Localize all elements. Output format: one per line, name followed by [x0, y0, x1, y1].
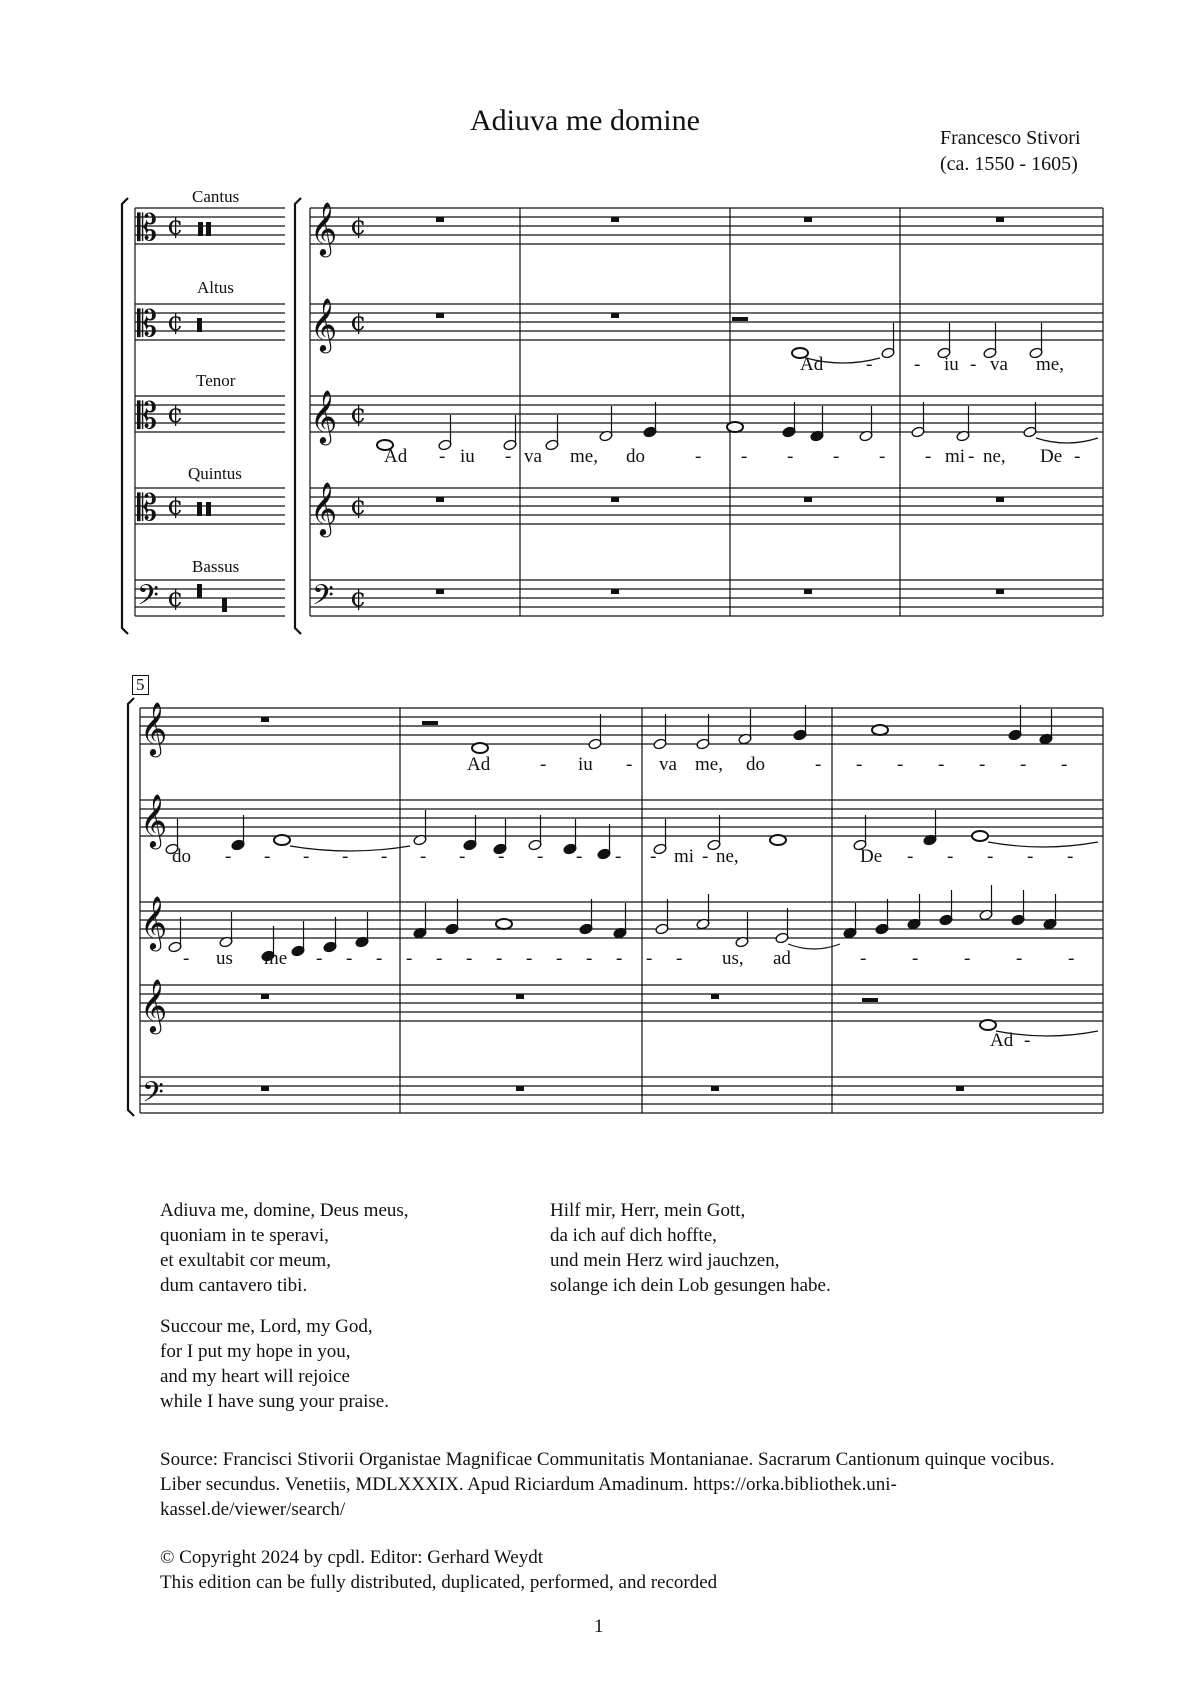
lyric-syllable: -: [540, 754, 547, 775]
whole-rest: [261, 1086, 269, 1091]
lyric-syllable: -: [439, 446, 446, 467]
note: [1039, 709, 1053, 745]
lyric-syllable: -: [979, 754, 986, 775]
german-text: Hilf mir, Herr, mein Gott, da ich auf dich hoffte, und mein Herz wird jauchzen, solange ich dein Lob gesungen habe.: [550, 1200, 831, 1296]
voice-label-quintus: Quintus: [188, 464, 242, 483]
lyric-syllable: va: [659, 754, 677, 775]
lyric-syllable: -: [537, 846, 544, 867]
lyric-syllable: -: [856, 754, 863, 775]
lyric-syllable: -: [907, 846, 914, 867]
lyric-syllable: -: [925, 446, 932, 467]
whole-rest: [261, 994, 269, 999]
lyric-syllable: -: [1016, 948, 1023, 969]
lyric-syllable: me,: [1036, 354, 1064, 375]
whole-note: [980, 1020, 996, 1030]
whole-note: [727, 422, 743, 432]
lyric-syllable: -: [968, 446, 975, 467]
c-clef-icon: 𝄡: [137, 304, 158, 345]
lyric-syllable: -: [420, 846, 427, 867]
lyric-syllable: -: [466, 948, 473, 969]
note: [613, 903, 627, 939]
breve-icon: [197, 318, 202, 332]
lyric-syllable: -: [576, 846, 583, 867]
staff: [310, 304, 1103, 340]
breve-icon: [197, 502, 202, 516]
whole-rest: [436, 217, 444, 222]
staff: [140, 1077, 1103, 1113]
note: [1008, 705, 1022, 741]
note: [445, 899, 459, 935]
note: [696, 714, 710, 750]
lyric-syllable: -: [879, 446, 886, 467]
staff: [140, 985, 1103, 1021]
note: [1023, 402, 1037, 438]
note: [956, 406, 970, 442]
lyric-syllable: -: [626, 754, 633, 775]
lyric-syllable: De: [1040, 446, 1063, 467]
lyric-syllable: -: [316, 948, 323, 969]
breve-icon: [206, 502, 211, 516]
lyric-syllable: -: [650, 846, 657, 867]
whole-rest: [261, 717, 269, 722]
treble-clef-icon: 𝄞: [140, 895, 168, 949]
note: [775, 908, 789, 944]
whole-rest: [516, 1086, 524, 1091]
note: [323, 917, 337, 953]
whole-rest: [711, 994, 719, 999]
lyric-syllable: -: [225, 846, 232, 867]
whole-rest: [996, 217, 1004, 222]
lyric-syllable: iu: [460, 446, 475, 467]
lyric-syllable: -: [496, 948, 503, 969]
treble-clef-icon: 𝄞: [140, 701, 168, 755]
lyric-syllable: Ad: [467, 754, 491, 775]
note: [643, 402, 657, 438]
note: [738, 709, 752, 745]
whole-rest: [804, 497, 812, 502]
page-title: Adiuva me domine: [470, 104, 700, 137]
license-line: This edition can be fully distributed, duplicated, performed, and recorded: [160, 1572, 718, 1593]
whole-rest: [611, 313, 619, 318]
cut-time-icon: ¢: [167, 211, 184, 241]
note: [1043, 894, 1057, 930]
lyric-syllable: -: [987, 846, 994, 867]
breve-icon: [197, 584, 202, 598]
system-bracket: [295, 198, 301, 634]
whole-rest: [956, 1086, 964, 1091]
lyric-syllable: me,: [695, 754, 723, 775]
whole-rest: [436, 497, 444, 502]
note: [923, 810, 937, 846]
lyric-syllable: -: [676, 948, 683, 969]
whole-rest: [711, 1086, 719, 1091]
english-text: Succour me, Lord, my God, for I put my hope in you, and my heart will rejoice while I have sung your praise.: [160, 1316, 389, 1412]
voice-label-bassus: Bassus: [192, 557, 240, 576]
lyric-syllable: -: [938, 754, 945, 775]
note: [979, 885, 993, 921]
lyric-syllable: -: [303, 846, 310, 867]
note: [782, 402, 796, 438]
cut-time-icon: ¢: [350, 399, 367, 429]
incipit-staff: [135, 396, 285, 432]
copyright-notice: [160, 1545, 717, 1595]
lyric-syllable: -: [970, 354, 977, 375]
lyric-syllable: ad: [773, 948, 791, 969]
system-bracket: [128, 698, 134, 1116]
breve-icon: [206, 222, 211, 236]
whole-note: [872, 725, 888, 735]
staff: [310, 488, 1103, 524]
note: [413, 810, 427, 846]
lyric-syllable: -: [1067, 846, 1074, 867]
treble-clef-icon: 𝄞: [310, 481, 338, 535]
lyric-syllable: -: [376, 948, 383, 969]
lyric-syllable: -: [964, 948, 971, 969]
staff: [140, 800, 1103, 836]
lyric-syllable: Ad: [384, 446, 408, 467]
whole-rest: [611, 589, 619, 594]
source-citation: Source: Francisci Stivorii Organistae Magnificae Communitatis Montanianae. Sacrarum Cantionum quinque vocibus. Liber secundus. Venetiis, MDLXXXIX. Apud Riciardum Amadinum. https://orka.bibliothek.uni-kassel.de/viewer/search/: [160, 1449, 1055, 1520]
note: [881, 323, 895, 359]
lyric-syllable: -: [914, 354, 921, 375]
notes: [137, 201, 1098, 1116]
lyric-syllable: iu: [578, 754, 593, 775]
whole-rest: [436, 589, 444, 594]
whole-rest: [516, 994, 524, 999]
lyric-syllable: ne,: [716, 846, 739, 867]
staff-lines: [122, 198, 1103, 1116]
note: [875, 899, 889, 935]
lyric-syllable: -: [346, 948, 353, 969]
lyric-syllable: -: [556, 948, 563, 969]
treble-clef-icon: 𝄞: [140, 978, 168, 1032]
cut-time-icon: ¢: [167, 491, 184, 521]
note: [735, 912, 749, 948]
note: [599, 406, 613, 442]
note: [793, 705, 807, 741]
lyric-syllable: do: [626, 446, 645, 467]
lyric-syllable: De: [860, 846, 883, 867]
note: [588, 714, 602, 750]
note: [355, 912, 369, 948]
treble-clef-icon: 𝄞: [310, 201, 338, 255]
bass-clef-icon: 𝄢: [312, 579, 334, 619]
note: [810, 406, 824, 442]
whole-rest: [611, 497, 619, 502]
lyric-syllable: -: [406, 948, 413, 969]
lyric-syllable: -: [381, 846, 388, 867]
lyric-syllable: do: [172, 846, 191, 867]
note: [907, 894, 921, 930]
lyric-syllable: -: [616, 948, 623, 969]
lyric-syllable: -: [459, 846, 466, 867]
half-rest: [732, 317, 748, 321]
whole-rest: [996, 497, 1004, 502]
lyric-syllable: -: [436, 948, 443, 969]
staff: [310, 580, 1103, 616]
lyric-syllable: -: [866, 354, 873, 375]
lyric-syllable: -: [1061, 754, 1068, 775]
bass-clef-icon: 𝄢: [142, 1076, 164, 1116]
lyric-syllable: -: [897, 754, 904, 775]
system-bracket: [122, 198, 128, 634]
lyric-syllable: mi: [945, 446, 966, 467]
half-rest: [422, 721, 438, 725]
treble-clef-icon: 𝄞: [140, 793, 168, 847]
lyric-syllable: -: [833, 446, 840, 467]
lyric-syllable: -: [860, 948, 867, 969]
copyright-line: © Copyright 2024 by cpdl. Editor: Gerhard Weydt: [160, 1547, 543, 1568]
lyric-syllable: me,: [570, 446, 598, 467]
tie: [988, 842, 1098, 847]
note: [231, 815, 245, 851]
breve-icon: [198, 222, 203, 236]
c-clef-icon: 𝄡: [137, 488, 158, 529]
c-clef-icon: 𝄡: [137, 396, 158, 437]
lyric-syllable: mi: [674, 846, 695, 867]
note: [1011, 890, 1025, 926]
note: [579, 899, 593, 935]
latin-text: Adiuva me, domine, Deus meus, quoniam in te speravi, et exultabit cor meum, dum cantavero tibi.: [160, 1200, 409, 1296]
note: [291, 921, 305, 957]
page-number: 1: [594, 1616, 604, 1637]
lyric-syllable: iu: [944, 354, 959, 375]
cut-time-icon: ¢: [167, 583, 184, 613]
lyric-syllable: -: [342, 846, 349, 867]
whole-rest: [996, 589, 1004, 594]
note: [653, 714, 667, 750]
lyric-syllable: -: [1020, 754, 1027, 775]
staff: [310, 208, 1103, 244]
treble-clef-icon: 𝄞: [310, 297, 338, 351]
lyric-syllable: -: [912, 948, 919, 969]
lyric-syllable: -: [947, 846, 954, 867]
breve-icon: [222, 598, 227, 612]
c-clef-icon: 𝄡: [137, 208, 158, 249]
lyric-syllable: -: [1074, 446, 1081, 467]
voice-label-tenor: Tenor: [196, 371, 236, 390]
whole-rest: [611, 217, 619, 222]
staff: [310, 396, 1103, 432]
lyric-syllable: -: [702, 846, 709, 867]
composer-name: Francesco Stivori: [940, 127, 1081, 149]
tie: [1036, 438, 1098, 443]
bass-clef-icon: 𝄢: [137, 579, 159, 619]
whole-note: [972, 831, 988, 841]
cut-time-icon: ¢: [350, 583, 367, 613]
lyric-syllable: -: [264, 846, 271, 867]
voice-label-altus: Altus: [197, 278, 234, 297]
lyric-syllable: -: [787, 446, 794, 467]
lyric-syllable: ne,: [983, 446, 1006, 467]
note: [911, 402, 925, 438]
lyric-syllable: me: [264, 948, 288, 969]
lyric-syllable: -: [526, 948, 533, 969]
lyric-syllable: va: [524, 446, 542, 467]
note: [859, 406, 873, 442]
lyric-syllable: -: [741, 446, 748, 467]
lyric-syllable: -: [695, 446, 702, 467]
note: [413, 903, 427, 939]
treble-clef-icon: 𝄞: [310, 389, 338, 443]
whole-note: [274, 835, 290, 845]
lyric-syllable: -: [1024, 1030, 1031, 1051]
lyric-syllable: Ad: [800, 354, 824, 375]
lyric-syllable: va: [990, 354, 1008, 375]
lyric-syllable: -: [183, 948, 190, 969]
voice-label-cantus: Cantus: [192, 187, 240, 206]
note: [939, 890, 953, 926]
cut-time-icon: ¢: [167, 307, 184, 337]
whole-rest: [804, 589, 812, 594]
whole-note: [496, 919, 512, 929]
staff: [140, 708, 1103, 744]
note: [219, 912, 233, 948]
lyric-syllable: -: [498, 846, 505, 867]
lyric-syllable: -: [505, 446, 512, 467]
lyric-syllable: -: [646, 948, 653, 969]
note: [168, 917, 182, 953]
measure-number: 5: [132, 675, 149, 695]
whole-rest: [436, 313, 444, 318]
composer-dates: (ca. 1550 - 1605): [940, 153, 1078, 175]
half-rest: [862, 998, 878, 1002]
lyric-syllable: do: [746, 754, 765, 775]
lyric-syllable: -: [586, 948, 593, 969]
lyric-syllable: -: [815, 754, 822, 775]
note: [563, 819, 577, 855]
cut-time-icon: ¢: [350, 307, 367, 337]
cut-time-icon: ¢: [167, 399, 184, 429]
cut-time-icon: ¢: [350, 211, 367, 241]
incipit-staff: [135, 304, 285, 340]
note: [843, 903, 857, 939]
lyric-syllable: -: [1068, 948, 1075, 969]
lyric-syllable: us: [216, 948, 233, 969]
whole-note: [770, 835, 786, 845]
lyric-syllable: -: [615, 846, 622, 867]
note: [655, 899, 669, 935]
note: [597, 824, 611, 860]
whole-rest: [804, 217, 812, 222]
note: [696, 894, 710, 930]
whole-note: [472, 743, 488, 753]
lyric-syllable: us,: [722, 948, 744, 969]
lyric-syllable: Ad: [990, 1030, 1014, 1051]
note: [545, 415, 559, 451]
lyric-syllable: -: [1027, 846, 1034, 867]
cut-time-icon: ¢: [350, 491, 367, 521]
